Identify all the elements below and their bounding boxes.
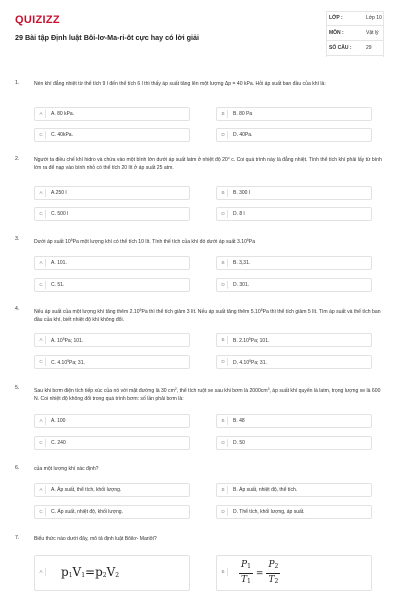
option-letter: B <box>219 417 228 425</box>
question-text: Biểu thức nào dưới đây, mô tả định luật Bôilơ- Mariôt? <box>34 536 157 542</box>
option-b[interactable] <box>216 186 372 200</box>
question-7-options <box>0 555 400 595</box>
option-text: B. 2.10$^5$Pa; 101. <box>233 337 270 344</box>
question-number: 1. <box>15 80 20 86</box>
option-text: B. Áp suất, nhiệt độ, thể tích. <box>233 487 298 493</box>
question-number: 4. <box>15 306 20 312</box>
option-c[interactable] <box>34 505 190 519</box>
worksheet-title: 29 Bài tập Định luật Bôi-lơ-Ma-ri-ôt cực hay có lời giải <box>15 33 199 42</box>
option-b[interactable] <box>216 483 372 497</box>
option-letter: D <box>219 358 228 366</box>
option-d[interactable] <box>216 207 372 221</box>
option-d[interactable] <box>216 505 372 519</box>
question-text: Dưới áp suất $10^5Pa$ một lượng khí có thể tích 10 lít. Tính thể tích của khí đó dưới áp suất 3.10$^5$Pa <box>34 238 256 245</box>
option-text: D. Thể tích, khối lượng, áp suất. <box>233 509 305 515</box>
option-d[interactable] <box>216 436 372 450</box>
formula-charles: $\frac{P1}{T1}$ = $\frac{P2}{T2}$ <box>241 560 279 585</box>
option-c[interactable] <box>34 355 190 369</box>
option-text: C. 4.10$^5$Pa; 31. <box>51 359 85 366</box>
meta-value: 29 <box>366 45 372 51</box>
option-letter: C <box>37 131 46 139</box>
option-letter: B <box>219 189 228 197</box>
option-letter: C <box>37 358 46 366</box>
option-b[interactable] <box>216 107 372 121</box>
option-letter: B <box>219 259 228 267</box>
option-a[interactable] <box>34 333 190 347</box>
option-letter: D <box>219 131 228 139</box>
option-text: C. 500 l <box>51 211 69 217</box>
meta-label: MÔN : <box>329 30 344 36</box>
question-text: Người ta điều chế khí hidro và chứa vào một bình lớn dưới áp suất latm ở nhiệt độ 20° c. Coi quá trình này là đẳng nhiệt. Tính thể tích khí phải lấy từ bình lớn ra để nạp vào bình nhỏ có thể tích 20 lít ở áp suất 25 atm. <box>34 157 382 171</box>
option-d[interactable] <box>216 278 372 292</box>
option-text: C. 240 <box>51 440 66 446</box>
option-letter: D <box>219 281 228 289</box>
option-a[interactable] <box>34 555 190 591</box>
option-text: A.250 l <box>51 190 67 196</box>
option-letter: A <box>37 336 46 344</box>
meta-row-class <box>326 11 384 26</box>
option-letter: A <box>37 189 46 197</box>
option-letter: A <box>37 417 46 425</box>
option-a[interactable] <box>34 186 190 200</box>
meta-label: SỐ CÂU : <box>329 45 352 51</box>
option-text: D. 40Pa. <box>233 132 253 138</box>
option-text: A. $10^5Pa$; 101. <box>51 337 84 344</box>
meta-value: Vật lý <box>366 30 379 36</box>
option-b[interactable] <box>216 256 372 270</box>
meta-value: Lớp 10 <box>366 15 382 21</box>
option-letter: B <box>219 336 228 344</box>
question-number: 2. <box>15 156 20 162</box>
option-b[interactable] <box>216 555 372 591</box>
option-b[interactable] <box>216 333 372 347</box>
option-d[interactable] <box>216 355 372 369</box>
option-b[interactable] <box>216 414 372 428</box>
option-c[interactable] <box>34 207 190 221</box>
option-text: C. 51. <box>51 282 65 288</box>
option-a[interactable] <box>34 107 190 121</box>
option-a[interactable] <box>34 256 190 270</box>
option-text: C. 40kPa. <box>51 132 73 138</box>
question-text: Nén khí đẳng nhiệt từ thể tích 9 l đến thể tích 6 l thì thấy áp suất tăng lên một lượng Δp = 40 kPa. Hỏi áp suất ban đầu của khí là: <box>34 81 326 87</box>
option-c[interactable] <box>34 436 190 450</box>
option-letter: D <box>219 210 228 218</box>
option-letter: D <box>219 439 228 447</box>
option-letter: D <box>219 508 228 516</box>
option-text: B. 48 <box>233 418 245 424</box>
option-a[interactable] <box>34 483 190 497</box>
option-d[interactable] <box>216 128 372 142</box>
question-number: 3. <box>15 236 20 242</box>
option-text: C. Áp suất, nhiệt độ, khối lượng. <box>51 509 123 515</box>
option-c[interactable] <box>34 128 190 142</box>
option-text: A. 100 <box>51 418 66 424</box>
question-text: Nếu áp suất của một lượng khí tăng thêm 2.10$^5$Pa thì thể tích giảm 3 lít. Nếu áp suất tăng thêm 5.10$^5$Pa thì thể tích giảm 5 lít. Tìm áp suất và thể tích ban đầu của khí, biết nhiệt độ khí không đổi. <box>34 308 381 323</box>
option-letter: A <box>37 486 46 494</box>
option-text: A. Áp suất, thể tích, khối lượng. <box>51 487 122 493</box>
meta-label: LỚP : <box>329 15 343 21</box>
option-text: D. 50 <box>233 440 245 446</box>
option-letter: C <box>37 210 46 218</box>
option-text: B. 3,31. <box>233 260 251 266</box>
option-text: D. 301. <box>233 282 250 288</box>
option-letter: A <box>37 568 46 576</box>
meta-row-count <box>326 41 384 56</box>
question-text: Sau khi bơm điện tích tiếp xúc của nó với mặt đường là 30 $cm^2$, thể tích ruột xe sau khi bơm là $2000cm^3$, áp suất khí quyển là latm, trọng lượng xe là 600 N. Coi nhiệt độ không đổi trong quá trình bơm: số lần phải bơm là: <box>34 387 381 402</box>
option-letter: C <box>37 439 46 447</box>
option-text: B. 80 Pa <box>233 111 253 117</box>
option-text: D. 4.10$^5$Pa; 31. <box>233 359 267 366</box>
option-text: A. 101. <box>51 260 67 266</box>
option-letter: C <box>37 281 46 289</box>
option-letter: A <box>37 259 46 267</box>
option-letter: C <box>37 508 46 516</box>
option-letter: B <box>219 486 228 494</box>
option-text: A. 80 kPa. <box>51 111 75 117</box>
option-letter: A <box>37 110 46 118</box>
option-letter: B <box>219 568 228 576</box>
worksheet-header <box>0 0 400 62</box>
option-text: D. 8 l <box>233 211 245 217</box>
question-number: 5. <box>15 385 20 391</box>
question-number: 6. <box>15 465 20 471</box>
option-text: B. 300 l <box>233 190 250 196</box>
quizizz-logo: QUIZIZZ <box>15 14 60 26</box>
question-text: của một lượng khí xác định? <box>34 466 99 472</box>
formula-boyle: p1V1=p2V2 <box>61 565 120 579</box>
option-letter: B <box>219 110 228 118</box>
question-number: 7. <box>15 535 20 541</box>
option-a[interactable] <box>34 414 190 428</box>
meta-row-subject <box>326 26 384 41</box>
option-c[interactable] <box>34 278 190 292</box>
